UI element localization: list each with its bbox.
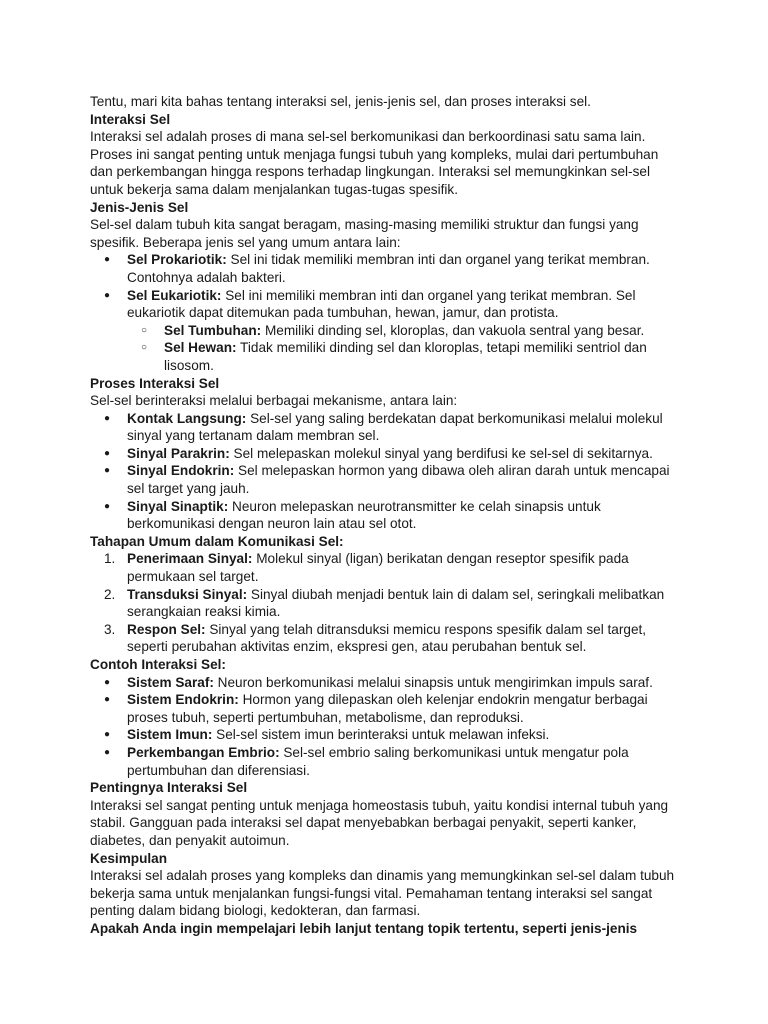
sublist-eukariotik: [127, 322, 680, 375]
list-item-number: 1.: [104, 551, 116, 567]
list-item: [90, 550, 680, 585]
heading-proses-interaksi: Proses Interaksi Sel: [90, 375, 220, 391]
list-item: [90, 726, 680, 744]
list-item-term: Sistem Imun:: [127, 727, 213, 743]
closing-question: [90, 920, 680, 938]
list-item-text: Sel-sel sistem imun berinteraksi untuk melawan infeksi.: [212, 727, 550, 743]
heading-jenis-sel: Jenis-Jenis Sel: [90, 199, 189, 215]
list-tahapan-komunikasi: [90, 550, 680, 656]
heading-tahapan-komunikasi: Tahapan Umum dalam Komunikasi Sel:: [90, 533, 344, 549]
list-item: [90, 621, 680, 656]
list-item: [90, 744, 680, 779]
list-item: [90, 498, 680, 533]
list-contoh-interaksi: [90, 674, 680, 780]
list-item-term: Sel Eukariotik:: [127, 287, 222, 303]
list-item: [90, 410, 680, 445]
list-item-term: Sistem Saraf:: [127, 674, 214, 690]
list-item-term: Sel Prokariotik:: [127, 252, 227, 268]
list-item-text: Sel-sel yang saling berdekatan dapat berkomunikasi melalui molekul sinyal yang tertanam dalam membran sel.: [127, 410, 663, 444]
list-item-number: 2.: [104, 586, 116, 602]
list-item: [90, 251, 680, 286]
list-item-text: Hormon yang dilepaskan oleh kelenjar endokrin mengatur berbagai proses tubuh, seperti pertumbuhan, metabolisme, dan reproduksi.: [127, 692, 648, 725]
list-item: [90, 691, 680, 726]
list-item-text: Sel-sel embrio saling berkomunikasi untuk mengatur pola pertumbuhan dan diferensiasi.: [127, 744, 629, 778]
list-proses-interaksi: [90, 410, 680, 533]
list-item-text: Neuron melepaskan neurotransmitter ke celah sinapsis untuk berkomunikasi dengan neuron lain atau sel otot.: [127, 498, 601, 532]
heading-interaksi-sel: Interaksi Sel: [90, 111, 171, 127]
list-item-text: Sel melepaskan hormon yang dibawa oleh aliran darah untuk mencapai sel target yang jauh.: [127, 463, 670, 497]
list-item-term: Sinyal Endokrin:: [127, 463, 235, 479]
list-item-term: Sistem Endokrin:: [127, 692, 239, 708]
list-item: [90, 287, 680, 375]
list-jenis-sel: [90, 251, 680, 374]
paragraph-jenis-sel: Sel-sel dalam tubuh kita sangat beragam, masing-masing memiliki struktur dan fungsi yang spesifik. Beberapa jenis sel yang umum antara lain:: [90, 217, 639, 250]
list-item-text: Sel melepaskan molekul sinyal yang berdifusi ke sel-sel di sekitarnya.: [229, 445, 653, 461]
list-item: [90, 674, 680, 692]
list-item-term: Sel Hewan:: [164, 340, 237, 356]
list-item-text: Memiliki dinding sel, kloroplas, dan vakuola sentral yang besar.: [261, 322, 645, 338]
sublist-item: [127, 322, 680, 340]
heading-contoh-interaksi: Contoh Interaksi Sel:: [90, 657, 226, 672]
heading-kesimpulan: Kesimpulan: [90, 850, 168, 866]
list-item-term: Kontak Langsung:: [127, 410, 247, 426]
list-item: [90, 586, 680, 621]
list-item-term: Sinyal Parakrin:: [127, 445, 230, 461]
paragraph-interaksi-sel: Interaksi sel adalah proses di mana sel-sel berkomunikasi dan berkoordinasi satu sama lain. Proses ini sangat penting untuk menjaga fungsi tubuh yang kompleks, mulai dari pertumbuhan dan perkembangan hingga respons terhadap lingkungan. Interaksi sel memungkinkan sel-sel untuk bekerja sama dalam menjalankan tugas-tugas spesifik.: [90, 129, 659, 197]
list-item: [90, 445, 680, 463]
list-item-text: Sel ini tidak memiliki membran inti dan organel yang terikat membran. Contohnya adalah bakteri.: [127, 252, 650, 285]
paragraph-proses-interaksi: Sel-sel berinteraksi melalui berbagai mekanisme, antara lain:: [90, 393, 458, 409]
list-item-term: Perkembangan Embrio:: [127, 744, 280, 760]
closing-question-text: Apakah Anda ingin mempelajari lebih lanjut tentang topik tertentu, seperti jenis-jenis: [90, 920, 638, 936]
sublist-item: [127, 339, 680, 374]
paragraph-kesimpulan: Interaksi sel adalah proses yang kompleks dan dinamis yang memungkinkan sel-sel dalam tubuh bekerja sama untuk menjalankan fungsi-fungsi vital. Pemahaman tentang interaksi sel sangat penting dalam bidang biologi, kedokteran, dan farmasi.: [90, 868, 675, 919]
list-item-term: Respon Sel:: [127, 621, 206, 637]
list-item-number: 3.: [104, 621, 116, 637]
heading-pentingnya-interaksi: Pentingnya Interaksi Sel: [90, 780, 248, 796]
list-item-text: Molekul sinyal (ligan) berikatan dengan reseptor spesifik pada permukaan sel target.: [127, 551, 629, 585]
list-item-term: Transduksi Sinyal:: [127, 586, 248, 602]
list-item-term: Sinyal Sinaptik:: [127, 498, 229, 514]
paragraph-pentingnya-interaksi: Interaksi sel sangat penting untuk menjaga homeostasis tubuh, yaitu kondisi internal tubuh yang stabil. Gangguan pada interaksi sel dapat menyebabkan berbagai penyakit, seperti kanker, diabetes, dan penyakit autoimun.: [90, 797, 669, 848]
list-item-text: Neuron berkomunikasi melalui sinapsis untuk mengirimkan impuls saraf.: [213, 674, 653, 690]
list-item-text: Sinyal diubah menjadi bentuk lain di dalam sel, seringkali melibatkan serangkaian reaksi kimia.: [127, 586, 665, 620]
list-item-text: Tidak memiliki dinding sel dan kloroplas, tetapi memiliki sentriol dan lisosom.: [164, 340, 647, 373]
intro-text: Tentu, mari kita bahas tentang interaksi sel, jenis-jenis sel, dan proses interaksi sel.: [90, 94, 591, 109]
list-item: [90, 462, 680, 497]
list-item-term: Penerimaan Sinyal:: [127, 551, 253, 567]
list-item-text: Sinyal yang telah ditransduksi memicu respons spesifik dalam sel target, seperti perubahan aktivitas enzim, ekspresi gen, atau perubahan bentuk sel.: [127, 621, 647, 655]
list-item-text: Sel ini memiliki membran inti dan organel yang terikat membran. Sel eukariotik dapat ditemukan pada tumbuhan, hewan, jamur, dan protista.: [127, 287, 636, 321]
list-item-term: Sel Tumbuhan:: [164, 322, 262, 338]
